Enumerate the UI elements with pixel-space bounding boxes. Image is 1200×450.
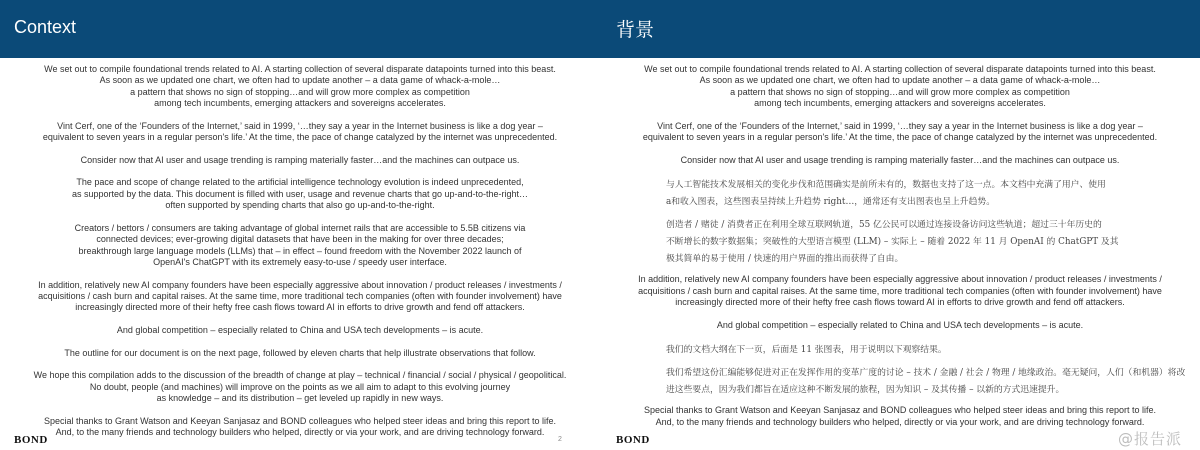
paragraph — [0, 348, 600, 359]
paragraph — [0, 155, 600, 166]
text-line: In addition, relatively new AI company founders have been especially aggressive about innovation / product releases / investments / — [38, 279, 562, 290]
text-line: 我们希望这份汇编能够促进对正在发挥作用的变革广度的讨论 – 技术 / 金融 / 社会 / 物理 / 地缘政治。毫无疑问，人们（和机器）将改 — [666, 368, 1186, 379]
paragraph — [600, 342, 1200, 359]
text-line: Special thanks to Grant Watson and Keeyan Sanjasaz and BOND colleagues who helped steer ideas and bring this report to life. — [644, 405, 1156, 416]
text-line: As soon as we updated one chart, we often had to update another – a data game of whack-a-mole… — [99, 75, 501, 86]
text-line: increasingly directed more of their hefty free cash flows toward AI in efforts to drive growth and fend off attackers. — [75, 302, 525, 313]
paragraph — [600, 405, 1200, 428]
text-line: OpenAI's ChatGPT with its extremely easy-to-use / speedy user interface. — [153, 257, 447, 268]
text-line: And, to the many friends and technology builders who helped, directly or via your work, and are driving technology forward. — [55, 427, 545, 438]
text-line: And, to the many friends and technology builders who helped, directly or via your work, and are driving technology forward. — [655, 416, 1145, 427]
text-line: 创造者 / 赌徒 / 消费者正在利用全球互联网轨道，55 亿公民可以通过连接设备访问这些轨道；超过三十年历史的 — [666, 220, 1102, 231]
paragraph — [0, 325, 600, 336]
text-line: Creators / bettors / consumers are taking advantage of global internet rails that are accessible to 5.5B citizens via — [74, 222, 526, 233]
paragraph — [600, 121, 1200, 144]
text-line: among tech incumbents, emerging attackers and sovereigns accelerates. — [154, 98, 446, 109]
page-number: 2 — [558, 436, 562, 443]
text-line: increasingly directed more of their hefty free cash flows toward AI in efforts to drive growth and fend off attackers. — [675, 297, 1125, 308]
text-line: As soon as we updated one chart, we often had to update another – a data game of whack-a-mole… — [699, 75, 1101, 86]
paragraph — [0, 280, 600, 314]
text-line: 与人工智能技术发展相关的变化步伐和范围确实是前所未有的，数据也支持了这一点。本文档中充满了用户、使用 — [666, 180, 1106, 191]
bond-logo: BOND — [616, 434, 650, 446]
text-line: And global competition – especially related to China and USA tech developments – is acute. — [716, 319, 1084, 330]
text-line: as supported by the data. This document is filled with user, usage and revenue charts that go up-and-to-the-right… — [71, 188, 529, 199]
page-body — [600, 64, 1200, 439]
text-line: Consider now that AI user and usage trending is ramping materially faster…and the machines can outpace us. — [680, 154, 1120, 165]
text-line: No doubt, people (and machines) will improve on the points as we all aim to adapt to this evolving journey — [89, 381, 511, 392]
watermark: @报告派 — [1118, 430, 1183, 448]
text-line: We hope this compilation adds to the discussion of the breadth of change at play – technical / financial / social / physical / geopolitical. — [33, 370, 567, 381]
text-line: The pace and scope of change related to the artificial intelligence technology evolution is indeed unprecedented, — [76, 177, 524, 188]
text-line: And global competition – especially related to China and USA tech developments – is acute. — [116, 325, 484, 336]
paragraph — [600, 217, 1200, 268]
translated-page — [600, 0, 1200, 450]
paragraph — [600, 274, 1200, 308]
page-header — [0, 0, 600, 58]
paragraph — [0, 177, 600, 211]
page-body — [0, 64, 600, 450]
bond-logo: BOND — [14, 434, 48, 446]
text-line: a pattern that shows no sign of stopping…and will grow more complex as competition — [130, 86, 470, 97]
text-line: a和收入图表，这些图表呈持续上升趋势 right…，通常还有支出图表也呈上升趋势。 — [666, 197, 995, 208]
text-line: connected devices; ever-growing digital datasets that have been in the making for over three decades; — [96, 234, 504, 245]
text-line: 我们的文档大纲在下一页，后面是 11 张图表，用于说明以下观察结果。 — [666, 345, 947, 356]
paragraph — [600, 155, 1200, 166]
text-line: Vint Cerf, one of the ‘Founders of the Internet,’ said in 1999, ‘…they say a year in the Internet business is like a dog year – — [57, 120, 543, 131]
text-line: equivalent to seven years in a regular person's life.’ At the time, the pace of change catalyzed by the internet was unprecedented. — [642, 132, 1158, 143]
text-line: often supported by spending charts that also go up-and-to-the-right. — [165, 200, 435, 211]
paragraph — [600, 64, 1200, 110]
text-line: 进这些要点，因为我们都旨在适应这种不断发展的旅程，因为知识 – 及其传播 – 以新的方式迅速提升。 — [666, 385, 1065, 396]
paragraph — [600, 365, 1200, 399]
text-line: Consider now that AI user and usage trending is ramping materially faster…and the machines can outpace us. — [80, 154, 520, 165]
paragraph — [600, 320, 1200, 331]
text-line: We set out to compile foundational trends related to AI. A starting collection of several disparate datapoints turned into this beast. — [44, 64, 556, 74]
text-line: 不断增长的数字数据集；突破性的大型语言模型 (LLM) – 实际上 – 随着 2022 年 11 月 OpenAI 的 ChatGPT 及其 — [666, 237, 1119, 248]
page-title: 背景 — [616, 19, 655, 41]
paragraph — [0, 223, 600, 269]
text-line: equivalent to seven years in a regular person's life.’ At the time, the pace of change catalyzed by the internet was unprecedented. — [42, 132, 558, 143]
text-line: The outline for our document is on the next page, followed by eleven charts that help illustrate observations that follow. — [64, 347, 536, 358]
page-header — [600, 0, 1200, 58]
paragraph — [0, 121, 600, 144]
paragraph — [0, 416, 600, 439]
text-line: We set out to compile foundational trends related to AI. A starting collection of several disparate datapoints turned into this beast. — [644, 64, 1156, 74]
page-title: Context — [14, 17, 77, 37]
text-line: breakthrough large language models (LLMs) that – in effect – found freedom with the November 2022 launch of — [78, 245, 522, 256]
text-line: 极其简单的易于使用 / 快速的用户界面的推出而获得了自由。 — [666, 254, 904, 265]
paragraph — [0, 64, 600, 110]
text-line: acquisitions / cash burn and capital raises. At the same time, more traditional tech companies (often with founder involvement) have — [638, 285, 1162, 296]
text-line: In addition, relatively new AI company founders have been especially aggressive about innovation / product releases / investments / — [638, 274, 1162, 285]
text-line: as knowledge – and its distribution – get leveled up rapidly in new ways. — [156, 393, 444, 404]
text-line: acquisitions / cash burn and capital raises. At the same time, more traditional tech companies (often with founder involvement) have — [38, 291, 562, 302]
text-line: Special thanks to Grant Watson and Keeyan Sanjasaz and BOND colleagues who helped steer ideas and bring this report to life. — [44, 415, 556, 426]
text-line: among tech incumbents, emerging attackers and sovereigns accelerates. — [754, 98, 1046, 109]
paragraph — [0, 370, 600, 404]
paragraph — [600, 177, 1200, 211]
text-line: Vint Cerf, one of the ‘Founders of the Internet,’ said in 1999, ‘…they say a year in the Internet business is like a dog year – — [657, 120, 1143, 131]
text-line: a pattern that shows no sign of stopping…and will grow more complex as competition — [730, 86, 1070, 97]
